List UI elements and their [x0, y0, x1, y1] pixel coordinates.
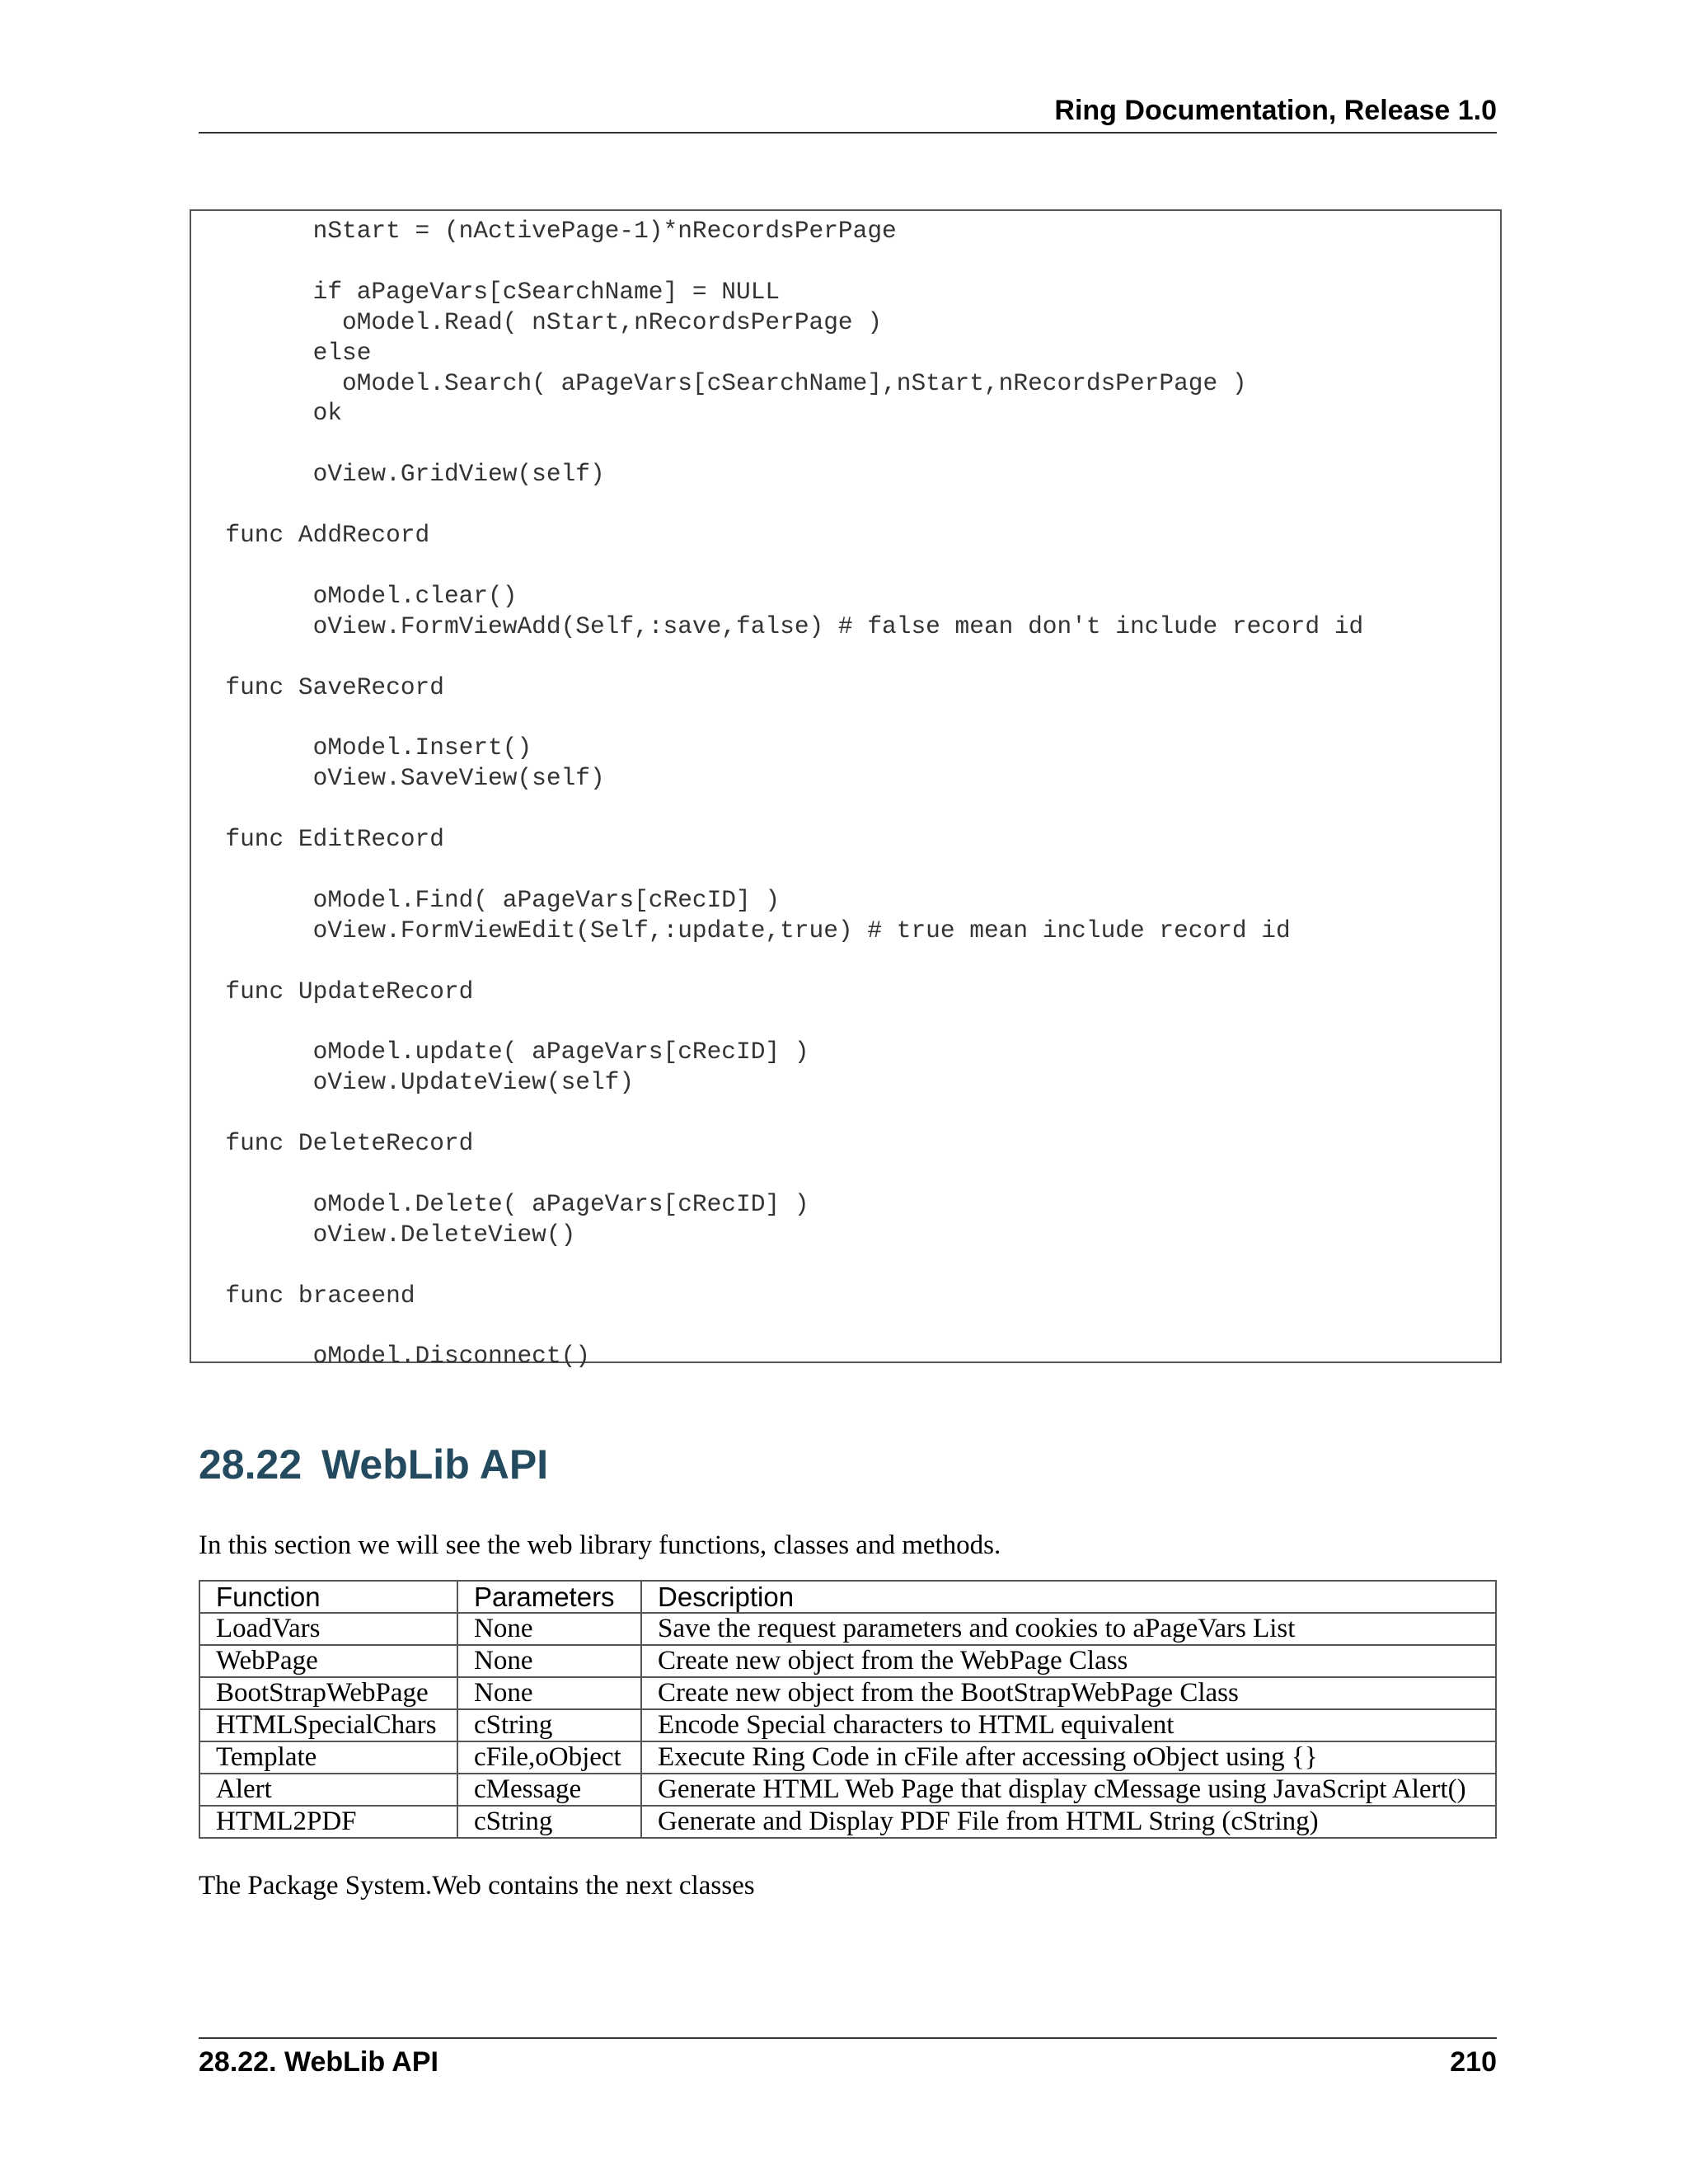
code-line: func UpdateRecord	[196, 977, 474, 1005]
code-line: func braceend	[196, 1281, 415, 1310]
code-line: oView.SaveView(self)	[196, 764, 605, 793]
cell-function: HTML2PDF	[199, 1806, 457, 1838]
table-header-row	[199, 1581, 1496, 1613]
cell-function: BootStrapWebPage	[199, 1677, 457, 1709]
cell-parameters: None	[457, 1677, 641, 1709]
code-line: oModel.Insert()	[196, 733, 532, 762]
code-line: ok	[196, 399, 343, 428]
header-function: Function	[199, 1581, 457, 1613]
code-line: oModel.Read( nStart,nRecordsPerPage )	[196, 307, 883, 336]
section-number: 28.22	[199, 1441, 302, 1488]
table-row	[199, 1806, 1496, 1838]
section-heading	[199, 1436, 548, 1493]
cell-parameters: cFile,oObject	[457, 1741, 641, 1774]
table-row	[199, 1774, 1496, 1806]
code-line: oModel.update( aPageVars[cRecID] )	[196, 1038, 809, 1066]
page-number: 210	[1450, 2046, 1497, 2078]
cell-description: Generate and Display PDF File from HTML String (cString)	[641, 1806, 1496, 1838]
cell-function: Template	[199, 1741, 457, 1774]
code-line: func SaveRecord	[196, 673, 444, 701]
cell-parameters: None	[457, 1645, 641, 1677]
code-line: if aPageVars[cSearchName] = NULL	[196, 277, 781, 306]
code-line: oModel.Delete( aPageVars[cRecID] )	[196, 1189, 809, 1218]
cell-description: Create new object from the WebPage Class	[641, 1645, 1496, 1677]
code-line: oModel.Disconnect()	[196, 1342, 590, 1371]
table-row	[199, 1645, 1496, 1677]
code-line: oModel.Search( aPageVars[cSearchName],nStart,nRecordsPerPage )	[196, 368, 1247, 397]
cell-description: Execute Ring Code in cFile after accessing oObject using {}	[641, 1741, 1496, 1774]
header-parameters: Parameters	[457, 1581, 641, 1613]
closing-paragraph: The Package System.Web contains the next classes	[199, 1871, 755, 1900]
cell-function: Alert	[199, 1774, 457, 1806]
document-title: Ring Documentation, Release 1.0	[1054, 95, 1497, 126]
cell-parameters: None	[457, 1613, 641, 1645]
code-line: func AddRecord	[196, 521, 430, 549]
table-row	[199, 1741, 1496, 1774]
page-footer	[199, 2037, 1497, 2079]
table-row	[199, 1709, 1496, 1741]
code-line: oView.DeleteView()	[196, 1220, 576, 1249]
cell-description: Encode Special characters to HTML equivalent	[641, 1709, 1496, 1741]
cell-description: Save the request parameters and cookies to aPageVars List	[641, 1613, 1496, 1645]
code-line: func EditRecord	[196, 825, 444, 853]
table-row	[199, 1677, 1496, 1709]
code-line: oView.UpdateView(self)	[196, 1068, 635, 1097]
cell-parameters: cString	[457, 1709, 641, 1741]
section-title: WebLib API	[321, 1441, 549, 1488]
code-line: oView.GridView(self)	[196, 460, 605, 489]
code-line: oModel.clear()	[196, 581, 518, 610]
page-header	[199, 92, 1497, 134]
code-line: else	[196, 338, 372, 367]
cell-function: HTMLSpecialChars	[199, 1709, 457, 1741]
cell-parameters: cMessage	[457, 1774, 641, 1806]
code-line: oView.FormViewEdit(Self,:update,true) # true mean include record id	[196, 916, 1291, 944]
footer-section: 28.22. WebLib API	[199, 2046, 438, 2078]
code-line: oModel.Find( aPageVars[cRecID] )	[196, 885, 781, 914]
code-line: oView.FormViewAdd(Self,:save,false) # false mean don't include record id	[196, 612, 1364, 640]
intro-paragraph: In this section we will see the web library functions, classes and methods.	[199, 1530, 1001, 1560]
cell-description: Generate HTML Web Page that display cMessage using JavaScript Alert()	[641, 1774, 1496, 1806]
code-line: func DeleteRecord	[196, 1129, 474, 1157]
api-table	[199, 1580, 1497, 1839]
table-row	[199, 1613, 1496, 1645]
header-description: Description	[641, 1581, 1496, 1613]
code-line: nStart = (nActivePage-1)*nRecordsPerPage	[196, 217, 897, 245]
cell-function: WebPage	[199, 1645, 457, 1677]
cell-function: LoadVars	[199, 1613, 457, 1645]
code-block	[190, 209, 1502, 1371]
cell-parameters: cString	[457, 1806, 641, 1838]
cell-description: Create new object from the BootStrapWebPage Class	[641, 1677, 1496, 1709]
